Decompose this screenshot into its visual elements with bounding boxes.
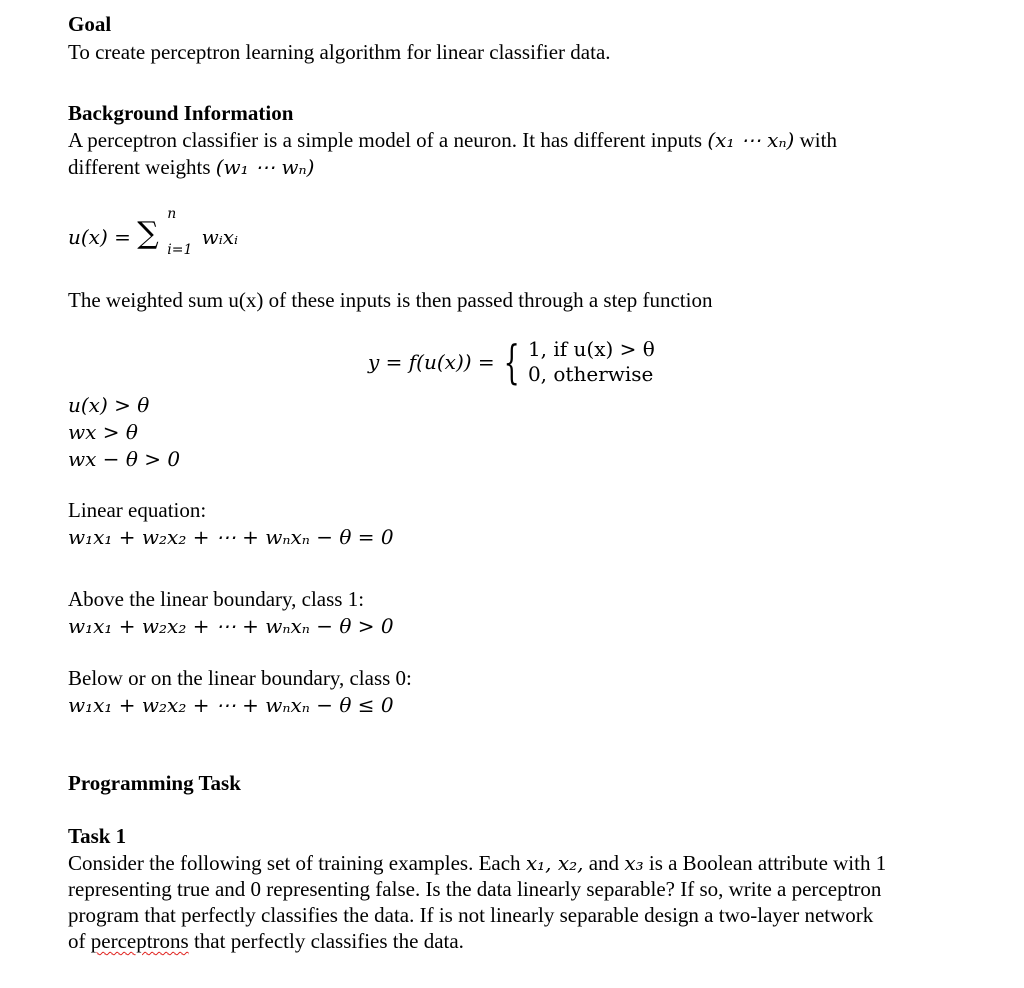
above-boundary-label: Above the linear boundary, class 1: [68,587,365,611]
linear-equation: w₁x₁ + w₂x₂ + ⋯ + wₙxₙ − θ = 0 [68,525,394,549]
task-1-line-2: representing true and 0 representing false. Is the data linearly separable? If so, write a perceptron [68,877,882,901]
background-heading: Background Information [68,101,294,125]
below-boundary-label: Below or on the linear boundary, class 0: [68,666,412,690]
background-line-2: different weights (w₁ ⋯ wₙ) [68,155,315,179]
task-1-line-4: of perceptrons that perfectly classifies the data. [68,929,464,953]
above-boundary-equation: w₁x₁ + w₂x₂ + ⋯ + wₙxₙ − θ > 0 [68,614,394,638]
brace-symbol: { [503,335,520,389]
spellcheck-flagged-word[interactable]: perceptrons [90,929,189,953]
inequality-1: u(x) > θ [68,393,150,417]
weights-math: (w₁ ⋯ wₙ) [215,155,315,179]
step-equation: y = f(u(x)) = { 1, if u(x) > θ 0, otherwise [368,335,655,389]
sum-equation: u(x) = ∑ n i=1 wᵢxᵢ [68,206,239,258]
background-line-1: A perceptron classifier is a simple model of a neuron. It has different inputs (x₁ ⋯ xₙ) with [68,128,837,152]
below-boundary-equation: w₁x₁ + w₂x₂ + ⋯ + wₙxₙ − θ ≤ 0 [68,693,394,717]
task-1-heading: Task 1 [68,824,127,848]
linear-equation-label: Linear equation: [68,498,207,522]
goal-text: To create perceptron learning algorithm for linear classifier data. [68,40,611,64]
inequality-2: wx > θ [68,420,138,444]
inputs-math: (x₁ ⋯ xₙ) [707,128,795,152]
task-1-line-3: program that perfectly classifies the data. If is not linearly separable design a two-layer network [68,903,874,927]
task-1-line-1: Consider the following set of training examples. Each x₁, x₂, and x₃ is a Boolean attribute with 1 [68,851,887,875]
step-function-text: The weighted sum u(x) of these inputs is then passed through a step function [68,288,713,312]
inequality-3: wx − θ > 0 [68,447,181,471]
programming-task-heading: Programming Task [68,771,241,795]
cases: 1, if u(x) > θ 0, otherwise [527,337,655,386]
sigma-symbol: ∑ n i=1 [137,206,193,258]
goal-heading: Goal [68,12,112,36]
